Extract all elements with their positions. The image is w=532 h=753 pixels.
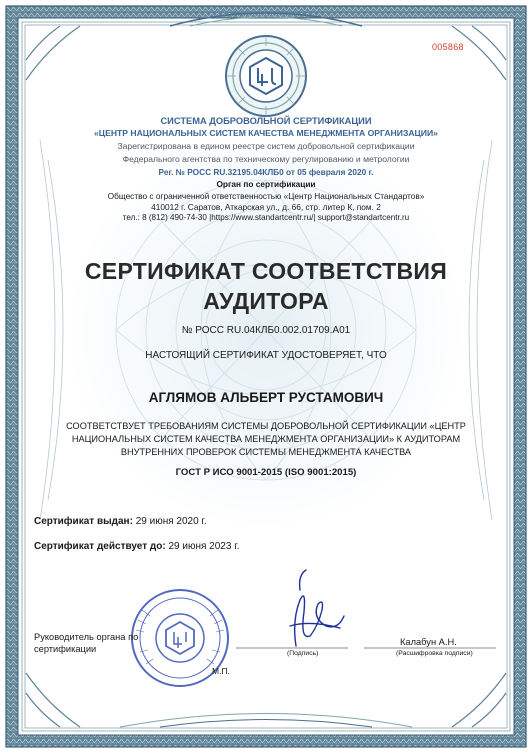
registered-line2: Федерального агентства по техническому регулированию и метрологии — [122, 154, 410, 164]
certificate-holder: АГЛЯМОВ АЛЬБЕРТ РУСТАМОВИЧ — [148, 390, 384, 405]
signer-role-line2: сертификации — [34, 644, 97, 654]
valid-label: Сертификат действует до: — [34, 541, 166, 552]
certification-body-name: Общество с ограниченной ответственностью «Центр Национальных Стандартов» — [107, 191, 425, 201]
certification-body-heading: Орган по сертификации — [216, 179, 316, 189]
registered-line1: Зарегистрирована в едином реестре систем добровольной сертификации — [117, 141, 415, 151]
system-emblem — [226, 36, 306, 116]
issued-value: 29 июня 2020 г. — [135, 516, 207, 527]
signature-caption: (Подпись) — [287, 650, 319, 657]
valid-value: 29 июня 2023 г. — [168, 541, 240, 552]
certifies-statement: НАСТОЯЩИЙ СЕРТИФИКАТ УДОСТОВЕРЯЕТ, ЧТО — [145, 350, 387, 361]
certificate-title-line2: АУДИТОРА — [203, 288, 329, 314]
system-title-line2: «ЦЕНТР НАЦИОНАЛЬНЫХ СИСТЕМ КАЧЕСТВА МЕНЕДЖМЕНТА ОРГАНИЗАЦИИ» — [94, 128, 438, 138]
system-title-line1: СИСТЕМА ДОБРОВОЛЬНОЙ СЕРТИФИКАЦИИ — [160, 116, 372, 126]
conformity-line1: СООТВЕТСТВУЕТ ТРЕБОВАНИЯМ СИСТЕМЫ ДОБРОВОЛЬНОЙ СЕРТИФИКАЦИИ «ЦЕНТР — [66, 421, 466, 431]
standard-reference: ГОСТ Р ИСО 9001-2015 (ISO 9001:2015) — [175, 467, 357, 478]
issued-label: Сертификат выдан: — [34, 516, 133, 527]
signer-name-caption: (Расшифровка подписи) — [396, 650, 473, 657]
certification-body-address: 410012 г. Саратов, Аткарская ул., д. 66, стр. литер К, пом. 2 — [151, 202, 381, 212]
stamp-place-label: М.П. — [212, 666, 230, 676]
signer-name: Калабун А.Н. — [400, 637, 457, 647]
certificate-number: № РОСС RU.04КЛБ0.002.01709.А01 — [181, 325, 351, 336]
certification-body-contacts: тел.: 8 (812) 490-74-30 |https://www.standartcentr.ru/| support@standartcentr.ru — [122, 213, 410, 222]
serial-number: 005868 — [432, 42, 464, 52]
valid-until-row — [34, 541, 239, 552]
conformity-line3: ВНУТРЕННИХ ПРОВЕРОК СИСТЕМЫ МЕНЕДЖМЕНТА КАЧЕСТВА — [120, 447, 412, 457]
conformity-line2: НАЦИОНАЛЬНЫХ СИСТЕМ КАЧЕСТВА МЕНЕДЖМЕНТА ОРГАНИЗАЦИИ» К АУДИТОРАМ — [71, 434, 461, 444]
issued-date-row — [34, 516, 207, 527]
registration-number: Рег. № РОСС RU.32195.04КЛБ0 от 05 февраля 2020 г. — [158, 167, 374, 177]
signer-role-line1: Руководитель органа по — [34, 632, 139, 642]
handwritten-signature — [290, 570, 344, 646]
certificate-title-line1: СЕРТИФИКАТ СООТВЕТСТВИЯ — [84, 258, 448, 284]
